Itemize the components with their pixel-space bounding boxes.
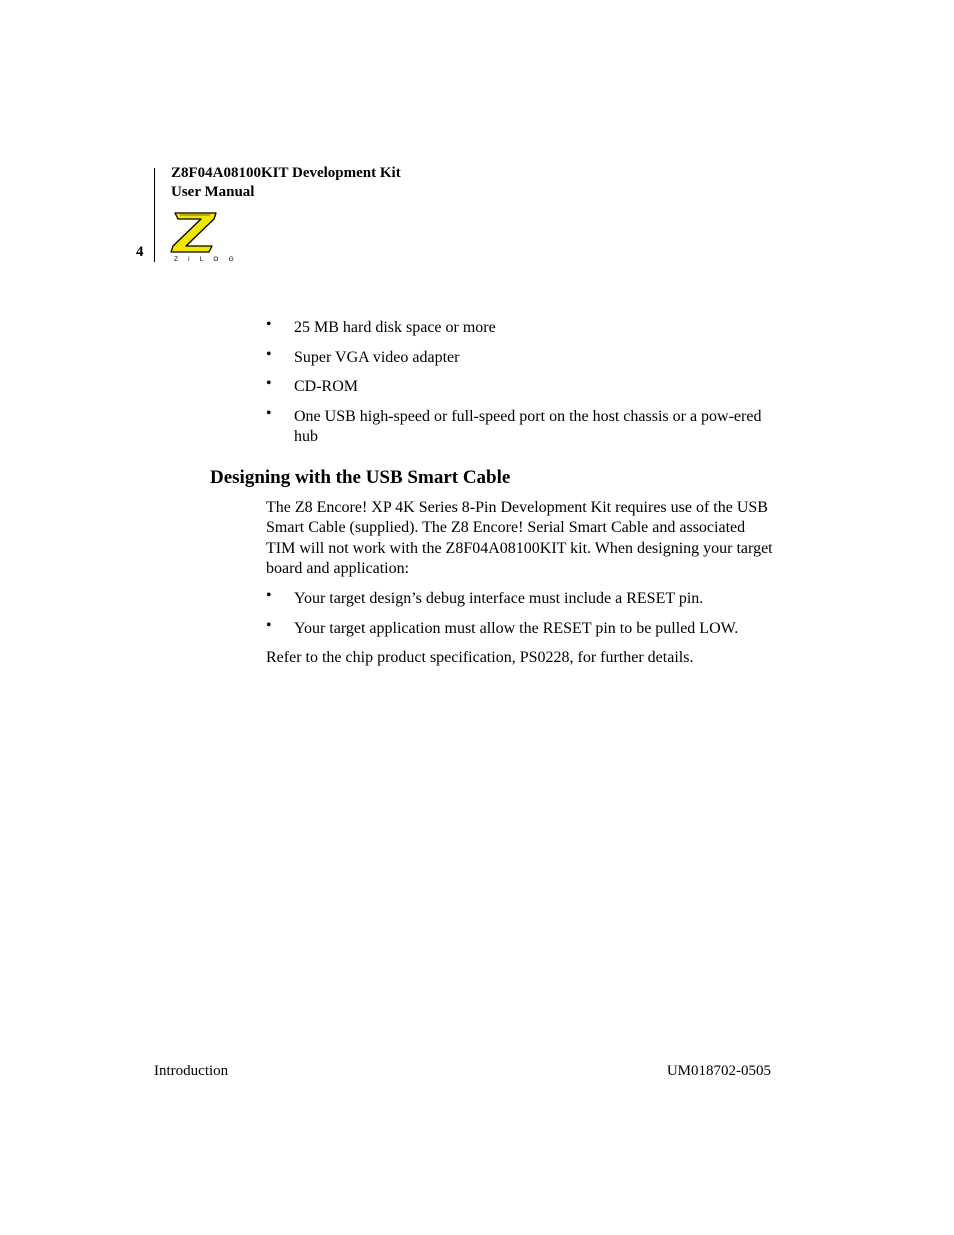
list-item: • Your target application must allow the RESET pin to be pulled LOW. xyxy=(266,616,739,637)
footer-document-id: UM018702-0505 xyxy=(666,1063,771,1079)
document-title: Z8F04A08100KIT Development Kit xyxy=(171,165,401,181)
bullet-icon: • xyxy=(266,587,272,604)
bullet-icon: • xyxy=(266,375,272,392)
requirements-list xyxy=(266,318,776,457)
bullet-icon: • xyxy=(266,345,272,363)
closing-paragraph: Refer to the chip product specification, PS0228, for further details. xyxy=(266,649,694,666)
bullet-icon: • xyxy=(266,616,272,634)
design-rules-list xyxy=(266,589,786,648)
zilog-logo xyxy=(170,210,238,263)
document-subtitle: User Manual xyxy=(171,184,255,200)
intro-paragraph: The Z8 Encore! XP 4K Series 8-Pin Development Kit requires use of the USB Smart Cable (supplied). The Z8 Encore! Serial Smart Cable and associated TIM will not work with the Z8F04A08100KIT kit. When designing your target board and application: xyxy=(266,499,773,578)
header-rule xyxy=(154,168,155,262)
page-number: 4 xyxy=(136,244,144,260)
list-item: • CD-ROM xyxy=(266,375,359,395)
list-item: • Your target design’s debug interface must include a RESET pin. xyxy=(266,587,704,607)
footer-section-name: Introduction xyxy=(154,1063,229,1079)
section-heading: Designing with the USB Smart Cable xyxy=(210,467,511,488)
list-item: • One USB high-speed or full-speed port on the host chassis or a pow-ered hub xyxy=(266,404,762,445)
svg-text:Z i L O G: Z i L O G xyxy=(174,256,238,263)
list-item: • 25 MB hard disk space or more xyxy=(266,316,496,336)
bullet-icon: • xyxy=(266,404,272,422)
bullet-icon: • xyxy=(266,316,272,333)
list-item: • Super VGA video adapter xyxy=(266,345,460,366)
